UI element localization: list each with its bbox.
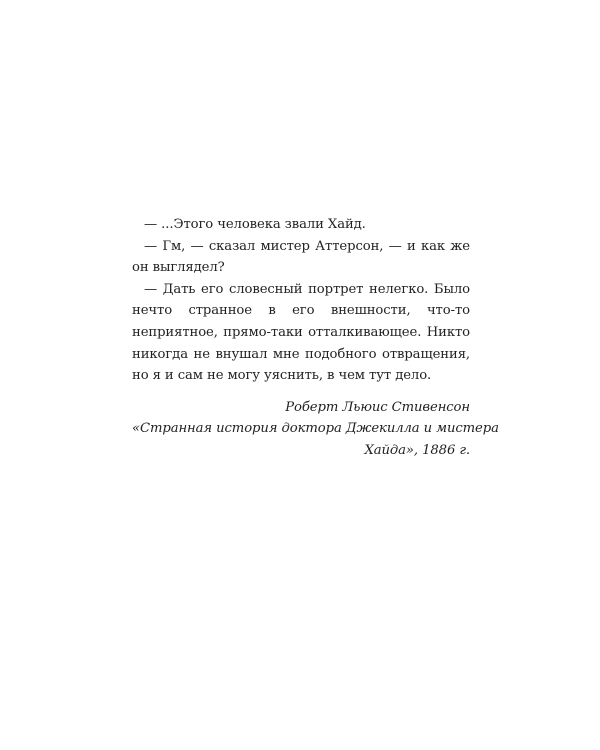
dialogue-line-1: — ...Этого человека звали Хайд.: [144, 217, 366, 232]
epigraph: [132, 214, 499, 462]
author-name: Роберт Льюис Стивенсон: [285, 399, 470, 415]
dialogue-line-2: — Гм, — сказал мистер Аттерсон, — и как же он выглядел?: [132, 238, 470, 276]
work-title-line-2: Хайда», 1886 г.: [364, 442, 470, 458]
epigraph-attribution: [132, 397, 499, 462]
dialogue-line-3: — Дать его словесный портрет нелегко. Было нечто странное в его внешности, что-то неприятное, прямо-таки отталкивающее. Никто никогда не внушал мне подобного отвращения, но я и сам не могу уяснить, в чем тут дело.: [132, 281, 470, 384]
work-title-line-1: «Странная история доктора Джекилла и мистера: [132, 421, 499, 437]
